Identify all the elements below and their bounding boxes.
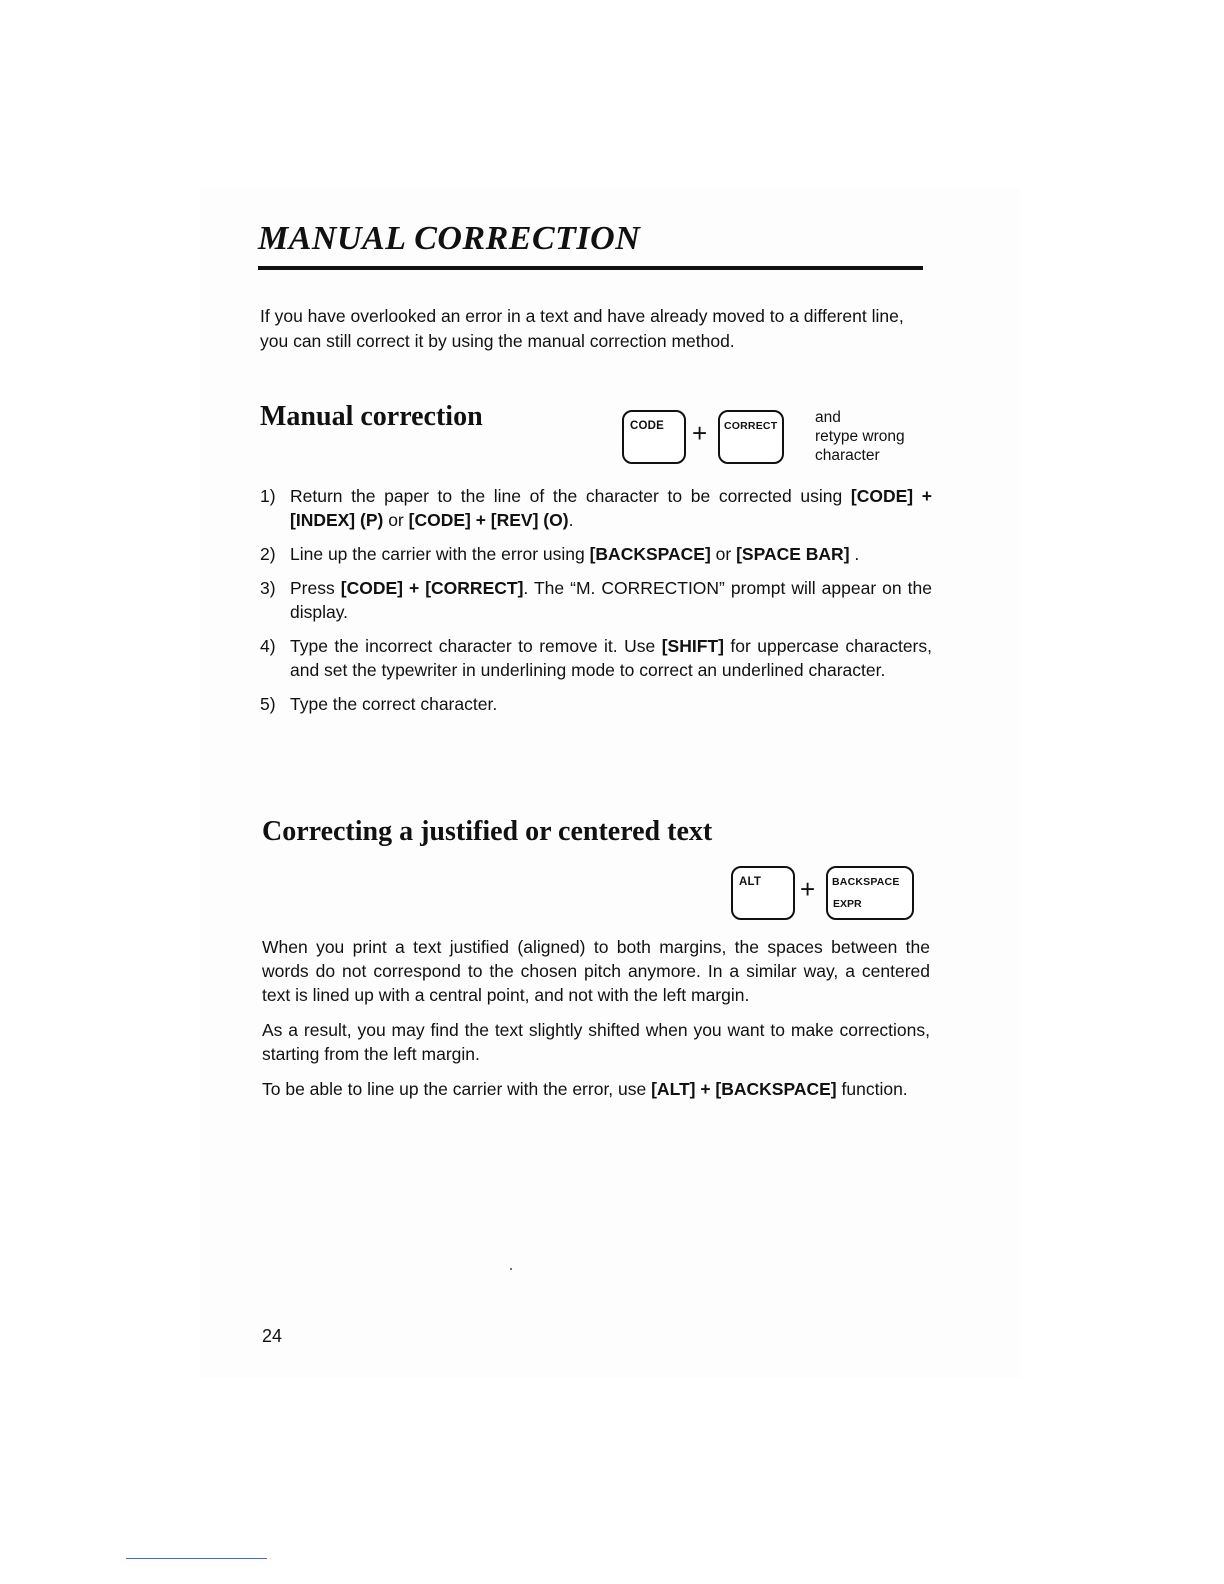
steps-list — [260, 484, 932, 726]
plus-sign: + — [692, 418, 708, 448]
step-text: Type the incorrect character to remove it. Use [SHIFT] for uppercase characters, and set the typewriter in underlining mode to correct an underlined character. — [290, 636, 932, 680]
step-text: Press [CODE] + [CORRECT]. The “M. CORRECTION” prompt will appear on the display. — [290, 578, 932, 622]
step-number: 1) — [260, 486, 276, 506]
paragraph: As a result, you may find the text slightly shifted when you want to make corrections, starting from the left margin. — [262, 1020, 930, 1064]
alt-key-icon — [731, 866, 795, 920]
step-number: 5) — [260, 694, 276, 714]
section-heading-justified-text: Correcting a justified or centered text — [262, 816, 713, 847]
step-number: 4) — [260, 636, 276, 656]
page-title: MANUAL CORRECTION — [258, 220, 641, 257]
correct-key-icon — [718, 410, 784, 464]
list-item — [260, 634, 932, 682]
backspace-key-icon — [826, 866, 914, 920]
list-item — [260, 692, 932, 716]
step-number: 2) — [260, 544, 276, 564]
expr-key-label: EXPR — [833, 898, 862, 910]
list-item — [260, 484, 932, 532]
list-item — [260, 576, 932, 624]
key-note-line: retype wrong — [815, 428, 905, 445]
correct-key-label: CORRECT — [724, 420, 778, 432]
list-item — [260, 542, 932, 566]
page-panel — [200, 188, 1020, 1378]
step-text: Type the correct character. — [290, 694, 498, 714]
key-note-line: and — [815, 409, 841, 426]
code-key-label: CODE — [630, 420, 665, 432]
step-number: 3) — [260, 578, 276, 598]
bottom-divider — [126, 1558, 267, 1559]
alt-key-label: ALT — [739, 876, 762, 888]
section-heading-manual-correction: Manual correction — [260, 401, 483, 432]
code-key-icon — [622, 410, 686, 464]
title-rule — [258, 266, 923, 270]
plus-sign: + — [800, 874, 816, 904]
paragraph: To be able to line up the carrier with the error, use [ALT] + [BACKSPACE] function. — [262, 1079, 908, 1099]
key-note-line: character — [815, 447, 880, 464]
paragraph: When you print a text justified (aligned) to both margins, the spaces between the words do not correspond to the chosen pitch anymore. In a similar way, a centered text is lined up with a central point, and not with the left margin. — [262, 937, 930, 1005]
step-text: Return the paper to the line of the character to be corrected using [CODE] + [INDEX] (P) or [CODE] + [REV] (O). — [290, 486, 932, 530]
step-text: Line up the carrier with the error using [BACKSPACE] or [SPACE BAR] . — [290, 544, 860, 564]
backspace-key-label: BACKSPACE — [832, 876, 900, 888]
stray-mark — [510, 1268, 512, 1270]
intro-paragraph: If you have overlooked an error in a text and have already moved to a different line, you can still correct it by using the manual correction method. — [260, 306, 904, 351]
key-note — [815, 408, 935, 465]
page-number: 24 — [262, 1326, 283, 1346]
